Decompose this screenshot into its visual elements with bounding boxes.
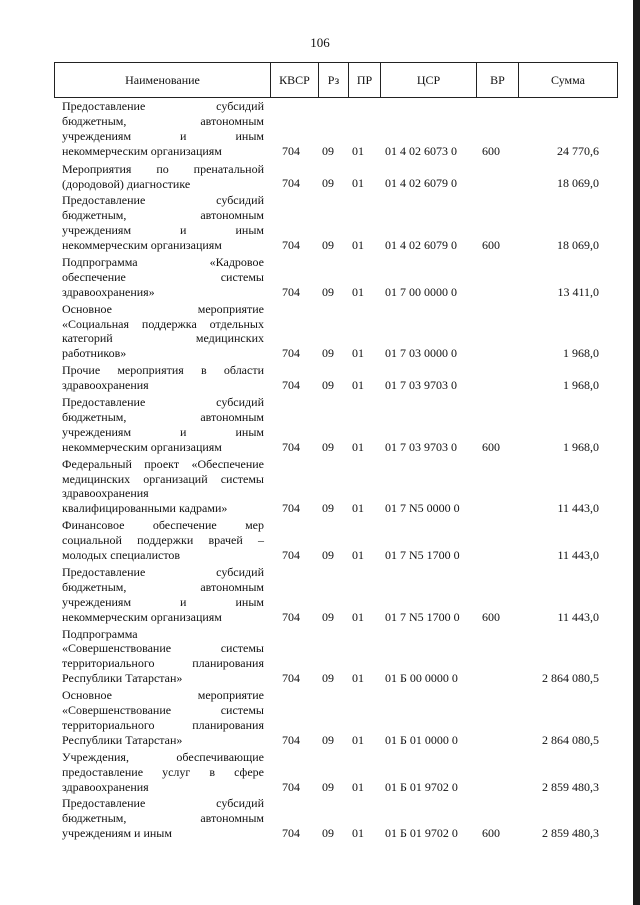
row-name-line: Мероприятия по пренатальной	[62, 161, 264, 176]
row-name-line: бюджетным, автономным	[62, 208, 264, 223]
row-name-line: здравоохранения	[62, 378, 149, 393]
row-name	[62, 750, 264, 795]
row-name	[62, 457, 264, 517]
table-row	[0, 796, 640, 841]
row-name-line: Подпрограмма	[62, 626, 138, 641]
row-name-line: Прочие мероприятия в области	[62, 363, 264, 378]
row-name-line: Финансовое обеспечение мер	[62, 518, 264, 533]
table-row	[0, 162, 640, 192]
row-csr: 01 7 03 9703 0	[385, 439, 457, 454]
table-row	[0, 99, 640, 159]
row-pr: 01	[352, 378, 364, 393]
row-sum: 2 859 480,3	[542, 826, 599, 841]
row-name-line: здравоохранения	[62, 486, 149, 501]
row-pr: 01	[352, 176, 364, 191]
row-name-line: территориального планирования	[62, 656, 264, 671]
table-row	[0, 255, 640, 300]
row-vr: 600	[482, 609, 500, 624]
row-name-line: Предоставление субсидий	[62, 796, 264, 811]
scan-edge	[633, 0, 640, 905]
table-row	[0, 193, 640, 253]
row-name-line: молодых специалистов	[62, 548, 181, 563]
row-name-line: некоммерческим организациям	[62, 238, 222, 253]
row-name-line: Основное мероприятие	[62, 301, 264, 316]
row-pr: 01	[352, 439, 364, 454]
row-csr: 01 7 N5 1700 0	[385, 609, 460, 624]
row-name-line: «Совершенствование системы	[62, 641, 264, 656]
row-pr: 01	[352, 732, 364, 747]
header-csr: ЦСР	[381, 63, 477, 97]
row-name-line: бюджетным, автономным	[62, 113, 264, 128]
table-row	[0, 395, 640, 455]
table-header	[54, 62, 618, 98]
row-kvsr: 704	[282, 238, 300, 253]
row-name-line: медицинских организаций системы	[62, 471, 264, 486]
row-name-line: бюджетным, автономным	[62, 811, 264, 826]
row-vr: 600	[482, 826, 500, 841]
row-csr: 01 Б 01 9702 0	[385, 779, 458, 794]
row-csr: 01 7 N5 0000 0	[385, 501, 460, 516]
row-csr: 01 7 00 0000 0	[385, 284, 457, 299]
row-rz: 09	[322, 143, 334, 158]
page-number: 106	[310, 35, 330, 50]
row-rz: 09	[322, 826, 334, 841]
row-name-line: предоставление услуг в сфере	[62, 764, 264, 779]
header-rz: Рз	[319, 63, 349, 97]
row-name-line: работников»	[62, 346, 127, 361]
row-name	[62, 627, 264, 687]
row-sum: 11 443,0	[557, 609, 599, 624]
row-kvsr: 704	[282, 609, 300, 624]
row-kvsr: 704	[282, 284, 300, 299]
row-name-line: территориального планирования	[62, 717, 264, 732]
row-kvsr: 704	[282, 826, 300, 841]
row-kvsr: 704	[282, 732, 300, 747]
row-name-line: здравоохранения»	[62, 284, 155, 299]
table-row	[0, 688, 640, 748]
row-name	[62, 302, 264, 362]
row-csr: 01 7 03 9703 0	[385, 378, 457, 393]
row-name-line: «Социальная поддержка отдельных	[62, 316, 264, 331]
row-pr: 01	[352, 346, 364, 361]
row-rz: 09	[322, 176, 334, 191]
row-kvsr: 704	[282, 671, 300, 686]
table-row	[0, 750, 640, 795]
row-rz: 09	[322, 284, 334, 299]
row-name	[62, 565, 264, 625]
header-pr: ПР	[349, 63, 381, 97]
row-sum: 24 770,6	[557, 143, 599, 158]
row-csr: 01 Б 01 9702 0	[385, 826, 458, 841]
table-row	[0, 627, 640, 687]
row-rz: 09	[322, 548, 334, 563]
row-pr: 01	[352, 671, 364, 686]
row-name	[62, 395, 264, 455]
row-name-line: Предоставление субсидий	[62, 99, 264, 113]
row-name-line: учреждениям и иным	[62, 826, 172, 841]
row-rz: 09	[322, 671, 334, 686]
row-pr: 01	[352, 826, 364, 841]
row-name-line: Предоставление субсидий	[62, 193, 264, 208]
row-pr: 01	[352, 143, 364, 158]
row-name	[62, 796, 264, 841]
row-name-line: «Совершенствование системы	[62, 703, 264, 718]
row-name	[62, 193, 264, 253]
row-kvsr: 704	[282, 176, 300, 191]
table-row	[0, 518, 640, 563]
row-kvsr: 704	[282, 378, 300, 393]
row-name-line: Основное мероприятие	[62, 688, 264, 703]
row-name-line: Учреждения, обеспечивающие	[62, 749, 264, 764]
row-name-line: учреждениям и иным	[62, 424, 264, 439]
row-sum: 2 859 480,3	[542, 779, 599, 794]
row-name-line: некоммерческим организациям	[62, 143, 222, 158]
row-name	[62, 363, 264, 393]
table-row	[0, 565, 640, 625]
row-rz: 09	[322, 238, 334, 253]
row-sum: 1 968,0	[563, 346, 599, 361]
row-pr: 01	[352, 779, 364, 794]
row-pr: 01	[352, 284, 364, 299]
row-pr: 01	[352, 501, 364, 516]
row-rz: 09	[322, 732, 334, 747]
row-vr: 600	[482, 439, 500, 454]
row-name-line: обеспечение системы	[62, 269, 264, 284]
row-pr: 01	[352, 548, 364, 563]
row-name-line: социальной поддержки врачей –	[62, 533, 264, 548]
row-name	[62, 518, 264, 563]
row-name-line: квалифицированными кадрами»	[62, 501, 228, 516]
row-sum: 11 443,0	[557, 548, 599, 563]
row-name-line: Республики Татарстан»	[62, 732, 183, 747]
row-name-line: категорий медицинских	[62, 331, 264, 346]
row-name-line: Подпрограмма «Кадровое	[62, 254, 264, 269]
row-name-line: бюджетным, автономным	[62, 579, 264, 594]
row-name	[62, 255, 264, 300]
header-vr: ВР	[477, 63, 519, 97]
table-row	[0, 457, 640, 517]
row-rz: 09	[322, 346, 334, 361]
row-name-line: (дородовой) диагностике	[62, 176, 191, 191]
row-rz: 09	[322, 439, 334, 454]
row-sum: 13 411,0	[557, 284, 599, 299]
header-kvsr: КВСР	[271, 63, 319, 97]
row-sum: 18 069,0	[557, 176, 599, 191]
row-sum: 1 968,0	[563, 439, 599, 454]
row-rz: 09	[322, 609, 334, 624]
row-pr: 01	[352, 238, 364, 253]
row-name-line: Федеральный проект «Обеспечение	[62, 456, 264, 471]
row-name-line: Предоставление субсидий	[62, 395, 264, 410]
row-sum: 18 069,0	[557, 238, 599, 253]
row-sum: 11 443,0	[557, 501, 599, 516]
header-name: Наименование	[55, 63, 271, 97]
row-name	[62, 688, 264, 748]
row-name-line: некоммерческим организациям	[62, 439, 222, 454]
row-csr: 01 7 N5 1700 0	[385, 548, 460, 563]
row-kvsr: 704	[282, 779, 300, 794]
row-csr: 01 4 02 6079 0	[385, 176, 457, 191]
row-csr: 01 Б 00 0000 0	[385, 671, 458, 686]
row-rz: 09	[322, 378, 334, 393]
row-sum: 2 864 080,5	[542, 671, 599, 686]
row-rz: 09	[322, 779, 334, 794]
row-csr: 01 4 02 6073 0	[385, 143, 457, 158]
row-name-line: учреждениям и иным	[62, 128, 264, 143]
row-rz: 09	[322, 501, 334, 516]
row-name-line: Республики Татарстан»	[62, 671, 183, 686]
row-csr: 01 Б 01 0000 0	[385, 732, 458, 747]
row-pr: 01	[352, 609, 364, 624]
row-sum: 2 864 080,5	[542, 732, 599, 747]
row-vr: 600	[482, 238, 500, 253]
row-csr: 01 4 02 6079 0	[385, 238, 457, 253]
row-name-line: учреждениям и иным	[62, 594, 264, 609]
row-kvsr: 704	[282, 346, 300, 361]
table-body	[0, 99, 640, 841]
table-row	[0, 302, 640, 362]
row-name-line: здравоохранения	[62, 779, 149, 794]
row-name-line: некоммерческим организациям	[62, 609, 222, 624]
row-csr: 01 7 03 0000 0	[385, 346, 457, 361]
row-sum: 1 968,0	[563, 378, 599, 393]
row-kvsr: 704	[282, 439, 300, 454]
row-name	[62, 162, 264, 192]
row-name-line: Предоставление субсидий	[62, 564, 264, 579]
header-sum: Сумма	[551, 73, 585, 87]
row-name-line: учреждениям и иным	[62, 223, 264, 238]
row-kvsr: 704	[282, 501, 300, 516]
row-name-line: бюджетным, автономным	[62, 409, 264, 424]
row-kvsr: 704	[282, 548, 300, 563]
table-row	[0, 363, 640, 393]
row-name	[62, 99, 264, 159]
row-kvsr: 704	[282, 143, 300, 158]
row-vr: 600	[482, 143, 500, 158]
